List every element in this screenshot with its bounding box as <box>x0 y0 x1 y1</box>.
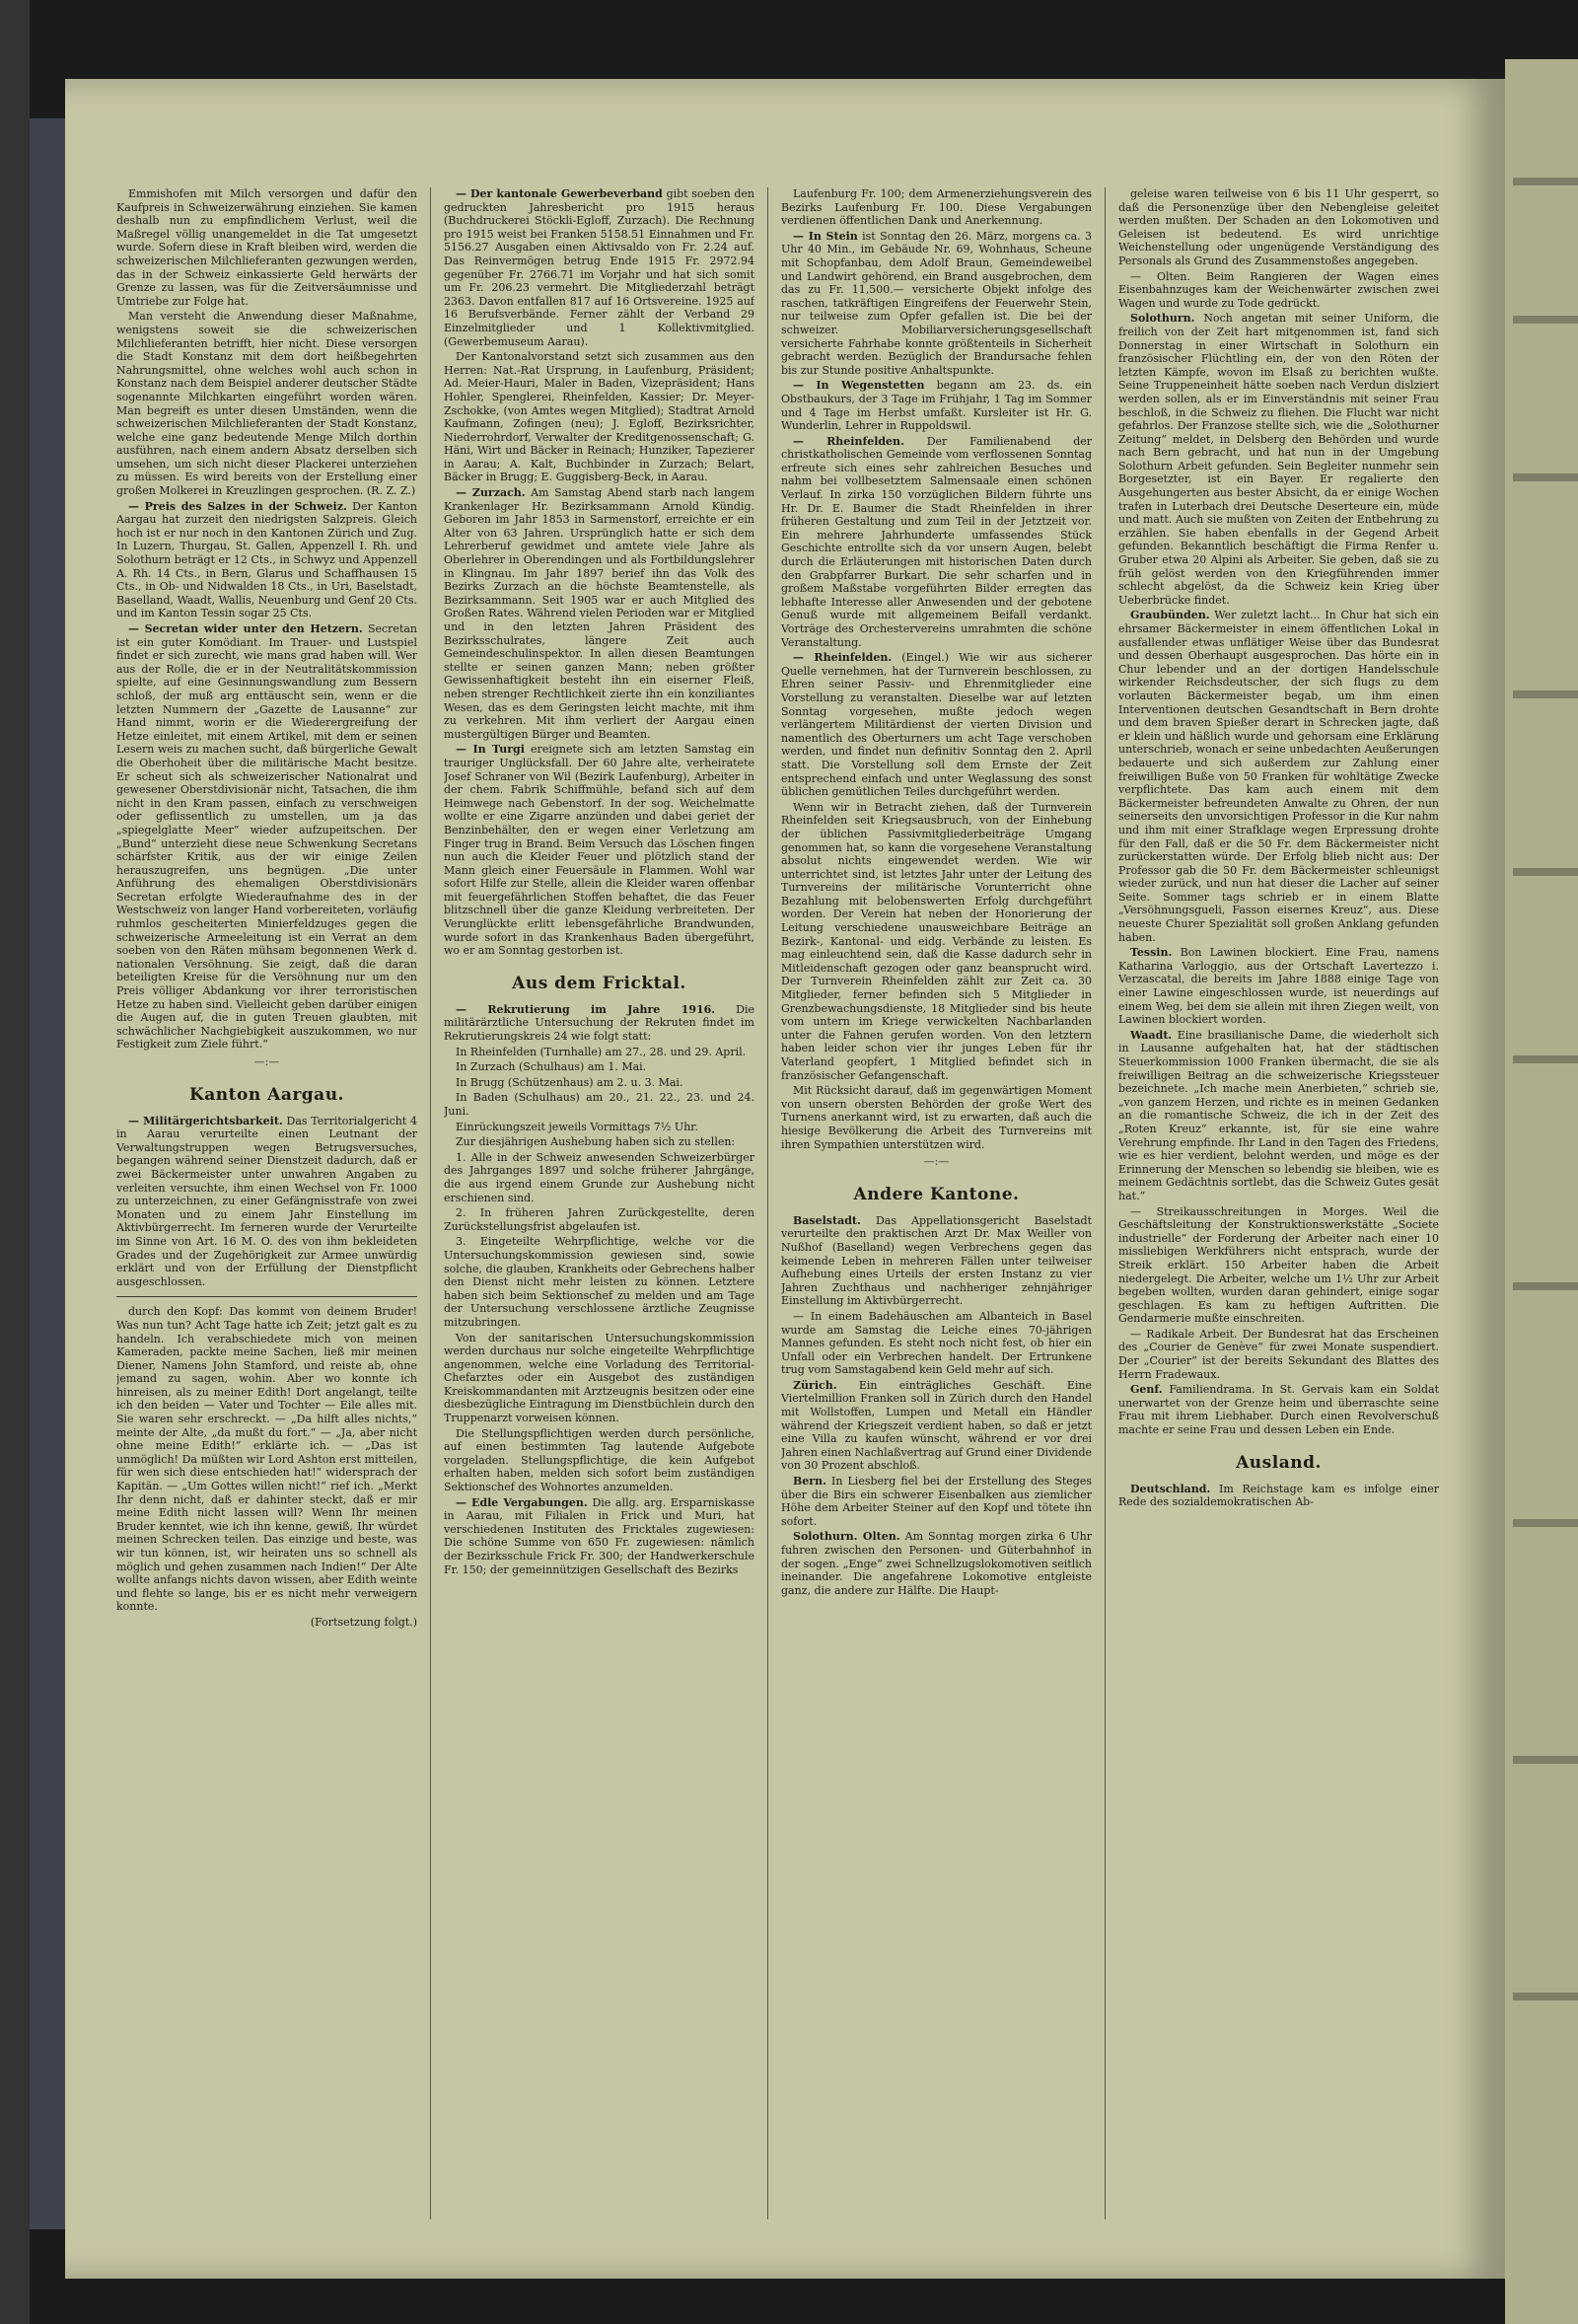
paragraph: Zur diesjährigen Aushebung haben sich zu stellen: <box>456 1135 736 1149</box>
section-title: — Militärgerichtsbarkeit. <box>128 1114 283 1127</box>
serial-story-paragraph: durch den Kopf: Das kommt von deinem Bruder! Was nun tun? Acht Tage hatte ich Zeit; jetzt galt es zu handeln. Ich verabschiedete mich von meinen Kameraden, packte meine Sachen, ließ mir meinen Diener, Namens John Stamford, und reiste ab, ohne jemand zu sagen, wohin. Aber wo konnte ich hinreisen, als zu meiner Edith! Dort angelangt, teilte ich den beiden — Vater und Tochter — Eile alles mit. Sie waren sehr erschreckt. — „Da hilft alles nichts,“ meinte der Alte, „da mußt du fort.“ — „Ja, aber nicht ohne meine Edith!“ erklärte ich. — „Das ist unmöglich! Da müßten wir Lord Ashton erst mitteilen, für wen sich diese entschieden hat!“ widersprach der Kapitän. — „Um Gottes willen nicht!“ rief ich. „Merkt Ihr denn nicht, daß er dahinter steckt, daß er mir meine Edith nicht lassen will? Wenn Ihr meinen Bruder kenntet, wie ich ihn kenne, gewiß, Ihr würdet meinen Schrecken teilen. Das einzige und beste, was wir tun können, ist, wir heiraten uns so schnell als möglich und gehen zusammen nach Indien!“ Der Alte wollte anfangs nichts davon wissen, aber Edith weinte und flehte so lange, bis er es nicht mehr verweigern konnte. <box>116 1305 417 1614</box>
paragraph <box>781 1530 1092 1597</box>
paragraph <box>444 743 754 958</box>
section-title: Bern. <box>793 1475 826 1489</box>
section-heading: Andere Kantone. <box>853 1184 1020 1204</box>
paragraph: 1. Alle in der Schweiz anwesenden Schweizerbürger des Jahrganges 1897 und solche früherer Jahrgänge, die aus irgend einem Grunde zur Aushebung nicht erschienen sind. <box>444 1150 754 1204</box>
section-title: Waadt. <box>1130 1028 1173 1042</box>
section-body: In Liesberg fiel bei der Erstellung des Steges über die Birs ein schwerer Eisenbalken aus ziemlicher Höhe dem Arbeiter Steiner auf den Kopf und tötete ihn sofort. <box>781 1475 1092 1528</box>
column-2 <box>444 187 754 2210</box>
section-title: Baselstadt. <box>793 1213 861 1227</box>
book-binding <box>30 118 65 2229</box>
section-body: Wer zuletzt lacht... In Chur hat sich ein ehrsamer Bäckermeister in einem öffentlichen Lokal in ausfallender etwas unflätiger Weise über das Bundesrat und dessen Oberhaupt ausgesprochen. Das hörte ein in Chur lebender und an der dortigen Handelsschule wirkender Reichsdeutscher, der sich flugs zu dem vorlauten Bäckermeister begab, um ihm einen Interventionen deutschen Gesandtschaft in Bern drohte und dem braven Spießer derart in Schrecken jagte, daß er klein und häßlich wurde und gehorsam eine Erklärung unterschrieb, wonach er seine unbedachten Aeußerungen bedauerte und sich außerdem zur Zahlung einer freiwilligen Buße von 50 Franken für wohltätige Zwecke verpflichtete. Das kam auch einem mit dem Bäckermeister befreundeten Anwalte zu Ohren, der nun seinerseits den unvorsichtigen Professor in die Kur nahm und ihm mit einer Strafklage wegen Erpressung drohte für den Fall, daß er die 50 Fr. dem Bäckermeister nicht zurückerstatten würde. Der Erfolg blieb nicht aus: Der Professor gab die 50 Fr. dem Bäckermeister schleunigst wieder zurück, und nun hat dieser die Lacher auf seiner Seite. Sommer tags schrieb er in einem Blatte „Versöhnungsgueli, Fasson eisernes Kreuz“, aus. Diese neueste Churer Spezialität soll großen Anklang gefunden haben. <box>1118 609 1439 944</box>
section-title: Solothurn. Olten. <box>793 1530 900 1544</box>
paragraph <box>781 1379 1092 1473</box>
continuation-note: (Fortsetzung folgt.) <box>310 1615 417 1629</box>
section-body: Im Reichstage kam es infolge einer Rede des sozialdemokratischen Ab- <box>1118 1482 1439 1509</box>
list-item: In Brugg (Schützenhaus) am 2. u. 3. Mai. <box>456 1075 683 1089</box>
section-title: Graubünden. <box>1130 609 1210 622</box>
section-body: (Eingel.) Wie wir aus sicherer Quelle vernehmen, hat der Turnverein beschlossen, zu Ehren seiner Passiv- und Ehrenmitglieder eine Vorstellung zu veranstalten. Dieselbe war auf letzten Sonntag vorgesehen, mußte jedoch wegen verlängertem Militärdienst der vierten Division und namentlich des Oberturners um acht Tage verschoben werden, und findet nun definitiv Sonntag den 2. April statt. Die Vorstellung soll dem Ernste der Zeit entsprechend einfach und unter Weglassung des sonst üblichen gemütlichen Teiles durchgeführt werden. <box>781 651 1092 799</box>
section-title: — Rheinfelden. <box>793 651 893 665</box>
list-item: In Zurzach (Schulhaus) am 1. Mai. <box>456 1060 647 1074</box>
paragraph <box>781 1475 1092 1528</box>
paragraph: Der Kantonalvorstand setzt sich zusammen aus den Herren: Nat.-Rat Ursprung, in Laufenburg, Präsident; Ad. Meier-Hauri, Maler in Baden, Vizepräsident; Hans Hohler, Spenglerei, Rheinfelden, Kassier; Dr. Meyer-Zschokke, (von Amtes wegen Mitglied); Stadtrat Arnold Kaufmann, Zofingen (neu); J. Egloff, Bezirksrichter, Niederrohrdorf, Verwalter der Kreditgenossenschaft; G. Häni, Wirt und Bäcker in Reinach; Hunziker, Tapezierer in Aarau; A. Kalt, Buchbinder in Zurzach; Belart, Bäcker in Brugg; E. Guggisberg-Beck, in Aarau. <box>444 350 754 484</box>
section-body: ist Sonntag den 26. März, morgens ca. 3 Uhr 40 Min., im Gebäude Nr. 69, Wohnhaus, Scheune mit Schopfanbau, dem Adolf Braun, Gemeindeweibel und Landwirt gehörend, ein Brand ausgebrochen, dem das zu Fr. 11,500.— versicherte Objekt infolge des raschen, tatkräftigen Eingreifens der Feuerwehr Stein, nur teilweise zum Opfer gefallen ist. Die bei der schweizer. Mobiliarversicherungsgesellschaft versicherte Fahrhabe konnte größtenteils in Sicherheit gebracht werden. Bezüglich der Brandursache fehlen bis zur Stunde positive Anhaltspunkte. <box>781 229 1092 377</box>
adjacent-page-edge <box>1505 59 1578 2324</box>
section-title: Zürich. <box>793 1378 837 1392</box>
section-body: Der Familienabend der christkatholischen Gemeinde vom verflossenen Sonntag erfreute sich eines sehr zahlreichen Besuches und nahm bei vollbesetztem Salmensaale einen schönen Verlauf. In zirka 150 vorzüglichen Bildern führte uns Hr. Dr. E. Baumer die Stadt Rheinfelden in ihrer früheren Gestaltung und zum Teil in der Jetztzeit vor. Ein mehrere Jahrhunderte umfassendes Stück Geschichte entrollte sich da vor unsern Augen, belebt durch die Erläuterungen mit historischen Daten durch den Grabpfarrer Burkart. Die sehr scharfen und in großem Maßstabe vorgeführten Bilder erregten das lebhafte Interesse aller Anwesenden und der gebotene Genuß wurde mit allgemeinem Beifall verdankt. Vorträge des Orchestervereins umrahmten die schöne Veranstaltung. <box>781 434 1092 649</box>
section-body: Noch angetan mit seiner Uniform, die freilich von der Zeit hart mitgenommen ist, fand sich Donnerstag in einer Wirtschaft in Solothurn ein französischer Flüchtling ein, der von den Röten der letzten Kämpfe, wovon im Elsaß zu berichten wußte. Seine Truppeneinheit hätte soeben nach Verdun dislziert werden sollen, als er im Einverständnis mit seiner Frau beschloß, in die Schweiz zu fliehen. Die Flucht war nicht gefahrlos. Der Franzose stellte sich, wie die „Solothurner Zeitung“ meldet, in Delsberg den Behörden und wurde nach Bern gebracht, und hat nun in der Umgebung Solothurn Arbeit gefunden. Sein Begleiter nunmehr sein Borgesetzter, ist ein Bayer. Er regalierte den Ausgehungerten aus bester Absicht, da er einige Wochen trafen in Luterbach drei Deutsche Deserteure ein, müde und matt. Auch sie mußten von Zeiten der Entbehrung zu erzählen. Sie haben ebenfalls in der Gegend Arbeit gefunden. Bekanntlich beschäftigt die Firma Renfer u. Gruber etwa 20 Alpini als Arbeiter. Sie geben, daß sie zu früh gelöst werden von den Kriegführenden immer schlecht abgelöst, da die Schweiz kein Krieg über Ueberbrücke findet. <box>1118 312 1439 607</box>
section-body: gibt soeben den gedruckten Jahresbericht pro 1915 heraus (Buchdruckerei Stöckli-Egloff, Zurzach). Die Rechnung pro 1915 weist bei Franken 5158.51 Einnahmen und Fr. 5156.27 Ausgaben einen Aktivsaldo von Fr. 2.24 auf. Das Reinvermögen betrug Ende 1915 Fr. 2972.94 gegenüber Fr. 2766.71 im Vorjahr und hat sich somit um Fr. 206.23 vermehrt. Die Mitgliederzahl beträgt 2363. Davon entfallen 817 auf 16 Ortsvereine. 1925 auf 16 Berufsverbände. Ferner zählt der Verband 29 Einzelmitglieder und 1 Kollektivmitglied. (Gewerbemuseum Aarau). <box>444 187 754 348</box>
paragraph: Man versteht die Anwendung dieser Maßnahme, wenigstens soweit sie die schweizerischen Milchlieferanten betrifft, hier nicht. Diese versorgen die Stadt Konstanz mit dem dort heißbegehrten Nahrungsmittel, ohne welches wohl auch schon in Konstanz nach dem Beispiel anderer deutscher Städte sogenannte Milchkarten eingeführt worden wären. Man begreift es unter diesen Umständen, wenn die schweizerischen Milchlieferanten der Stadt Konstanz, welche eine ganz bedeutende Menge Milch dorthin ausführen, nach einem andern Absatz derselben sich umsehen, um sich nicht dieser Plackerei unterziehen zu müssen. Es wird bereits von der Erstellung einer großen Molkerei in Kreuzlingen gesprochen. (R. Z. Z.) <box>116 310 417 498</box>
section-body: Am Sonntag morgen zirka 6 Uhr fuhren zwischen den Personen- und Güterbahnhof in der sogen. „Enge“ zwei Schnellzugslokomotiven seitlich ineinander. Die angefahrene Lokomotive entgleiste ganz, die andere zur Hälfte. Die Haupt- <box>781 1530 1092 1597</box>
paragraph <box>781 1214 1092 1308</box>
section-body: Familiendrama. In St. Gervais kam ein Soldat unerwartet von der Grenze heim und überraschte seine Frau mit ihrem Liebhaber. Durch einen Revolverschuß machte er seine Frau und dessen Leben ein Ende. <box>1118 1383 1439 1437</box>
separator: —:— <box>923 1155 950 1169</box>
section-body: Die militärärztliche Untersuchung der Rekruten findet im Rekrutierungskreis 24 wie folgt statt: <box>444 1002 754 1044</box>
paragraph: — Olten. Beim Rangieren der Wagen eines Eisenbahnzuges kam der Weichenwärter zwischen zwei Wagen und wurde zu Tode gedrückt. <box>1118 269 1439 310</box>
text-fragment <box>1513 1055 1578 1063</box>
separator: —:— <box>253 1055 280 1068</box>
paragraph <box>1118 609 1439 944</box>
list-item: Einrückungszeit jeweils Vormittags 7½ Uhr. <box>456 1120 698 1133</box>
text-fragment <box>1513 473 1578 481</box>
text-fragment <box>1513 690 1578 698</box>
section-title: — Secretan wider unter den Hetzern. <box>128 622 363 635</box>
paragraph: Emmishofen mit Milch versorgen und dafür den Kaufpreis in Schweizerwährung einziehen. Sie kamen deshalb nun zu empfindlichem Verlust, weil die Maßregel völlig unangemeldet in die Tat umgesetzt wurde. Sofern diese in Kraft bleiben wird, werden die schweizerischen Milchlieferanten gezwungen werden, das in der Schweiz einkassierte Geld herwärts der Grenze zu lassen, was für die Zeitversäumnisse und Umtriebe zur Folge hat. <box>116 187 417 308</box>
section-body: Eine brasilianische Dame, die wiederholt sich in Lausanne aufgehalten hat, hat der städtischen Steuerkommission 1000 Franken übermacht, die sie als freiwilligen Beitrag an die schweizerische Kriegssteuer bezeichnete. „Ich mache mein Anerbieten,“ schrieb sie, „von ganzem Herzen, und richte es in meinen Gedanken an die romantische Schweiz, die ich in der Zeit des „Roten Kreuz“ erkannte, ist, für sie eine wahre Verehrung empfinde. Ihr Land in den Tagen des Friedens, wie es hier verdient, belohnt werden, und möge es der Erinnerung der Menschen so lebendig sie bleiben, wie es meinem Gedächtnis sortlebt, das die Schweiz Gutes gesät hat.“ <box>1118 1028 1439 1202</box>
section-heading: Kanton Aargau. <box>189 1084 344 1105</box>
paragraph: Die Stellungspflichtigen werden durch persönliche, auf einen bestimmten Tag lautende Aufgebote vorgeladen. Stellungspflichtige, die kein Aufgebot erhalten haben, melden sich sofort beim zuständigen Sektionschef des Wohnortes anzumelden. <box>444 1426 754 1494</box>
paragraph <box>781 230 1092 378</box>
text-fragment <box>1513 316 1578 324</box>
text-fragment <box>1513 1282 1578 1290</box>
paragraph: Laufenburg Fr. 100; dem Armenerziehungsverein des Bezirks Laufenburg Fr. 100. Diese Vergabungen verdienen öffentlichen Dank und Anerkennung. <box>781 187 1092 228</box>
section-body: Der Kanton Aargau hat zurzeit den niedrigsten Salzpreis. Gleich hoch ist er nur noch in den Kantonen Zürich und Zug. In Luzern, Thurgau, St. Gallen, Appenzell I. Rh. und Solothurn beträgt er 12 Cts., in Schwyz und Appenzell A. Rh. 14 Cts., in Bern, Glarus und Schaffhausen 15 Cts., in Ob- und Nidwalden 18 Cts., in Uri, Baselstadt, Baselland, Waadt, Wallis, Neuenburg und Genf 20 Cts. und im Kanton Tessin sogar 25 Cts. <box>116 499 417 620</box>
section-body: begann am 23. ds. ein Obstbaukurs, der 3 Tage im Frühjahr, 1 Tag im Sommer und 4 Tage im Herbst umfaßt. Kursleiter ist Hr. G. Wunderlin, Lehrer in Ruppoldswil. <box>781 379 1092 433</box>
paragraph: Mit Rücksicht darauf, daß im gegenwärtigen Moment von unsern obersten Behörden der große Wert des Turnens anerkannt wird, ist zu erwarten, daß auch die hiesige Bevölkerung die Arbeit des Turnvereins mit ihren Sympathien unterstützen wird. <box>781 1084 1092 1151</box>
section-body: Secretan ist ein guter Komödiant. Im Trauer- und Lustspiel findet er sich zurecht, wie mans grad haben will. Wer aus der Rolle, die er in der Neutralitätskommission spielte, auf eine Gesinnungswandlung zum Bessern schloß, der muß arg enttäuscht sein, wenn er die letzten Nummern der „Gazette de Lausanne“ zur Hand nimmt, worin er die Wiederergreifung der Hetze einleitet, mit einem Artikel, mit dem er seinen Lesern weis zu machen sucht, daß bürgerliche Gewalt die Oberhoheit über die militärische Macht besitze. Er scheut sich als schweizerischer Nationalrat und gewesener Oberstdivisionär nicht, Tatsachen, die ihm nicht in den Kram passen, einfach zu verschweigen oder geflissentlich zu umstellen, um ja das „spiegelglatte Meer“ wieder aufzupeitschen. Der „Bund“ unterzieht diese neue Schwenkung Secretans schärfster Kritik, aus der wir einige Zeilen herauszugreifen, uns begnügen. „Die unter Anführung des ehemaligen Oberstdivisionärs Secretan erfolgte Wiederaufnahme des in der Westschweiz von langer Hand vorbereiteten, vorläufig ruhmlos gescheiterten Minierfeldzuges gegen die schweizerische Armeeleitung ist ein Verrat an dem soeben von den Räten mühsam begonnenen Werk d. nationalen Versöhnung. Sie zeigt, daß die daran beteiligten Kreise für die Versöhnung nur um den Preis völliger Abdankung vor ihrer terroristischen Hetze zu haben sind. Vielleicht geben darüber einigen die Augen auf, die in guten Treuen glaubten, mit schwächlicher Nachgiebigkeit auszukommen, wo nur Festigkeit zum Ziele führt.“ <box>116 622 417 1052</box>
text-fragment <box>1513 178 1578 185</box>
paragraph <box>781 379 1092 432</box>
column-divider <box>1105 187 1106 2219</box>
section-title: Deutschland. <box>1130 1482 1211 1495</box>
section-title: — Rekrutierung im Jahre 1916. <box>456 1002 716 1016</box>
section-body: Am Samstag Abend starb nach langem Krankenlager Hr. Bezirksammann Arnold Kündig. Geboren im Jahr 1853 in Sarmenstorf, erreichte er ein Alter von 63 Jahren. Ursprünglich hatte er sich dem Lehrerberuf gewidmet und amtete viele Jahre als Oberlehrer in Oberendingen und als Fortbildungslehrer in Klingnau. Im Jahr 1897 berief ihn das Volk des Bezirks Zurzach an die höchste Beamtenstelle, als Bezirksammann. Seit 1905 war er auch Mitglied des Großen Rates. Während vielen Perioden war er Mitglied und in den letzten Jahren Präsident des Bezirksschulrates, längere Zeit auch Gemeindeschulinspektor. In allen diesen Beamtungen stellte er seinen ganzen Mann; neben größter Gewissenhaftigkeit besteht ihn ein eiserner Fleiß, neben strenger Rechtlichkeit zierte ihn ein konziliantes Wesen, das es dem Geringsten leicht machte, mit ihm zu verkehren. Mit ihm verliert der Aargau einen mustergültigen Bürger und Beamten. <box>444 486 754 741</box>
list-item: In Baden (Schulhaus) am 20., 21. 22., 23. und 24. Juni. <box>444 1091 754 1118</box>
section-title: — Der kantonale Gewerbeverband <box>456 187 663 200</box>
paragraph: — Radikale Arbeit. Der Bundesrat hat das Erscheinen des „Courier de Genève“ für zwei Monate suspendiert. Der „Courier“ ist der bereits Sekundant des Blattes des Herrn Fradewaux. <box>1118 1327 1439 1381</box>
text-fragment <box>1513 1756 1578 1764</box>
paragraph <box>444 486 754 741</box>
paragraph <box>444 187 754 348</box>
section-title: — Zurzach. <box>456 486 526 500</box>
section-body: Das Territorialgericht 4 in Aarau verurteilte einen Leutnant der Verwaltungstruppen wegen Betrugsversuches, begangen während seiner Dienstzeit dadurch, daß er zwei Bäckermeister unter unwahren Angaben zu verleiten versuchte, ihm einen Wechsel von Fr. 1000 zu unterzeichnen, zu einer Gefängnisstrafe von zwei Monaten und zu einem Jahr Einstellung im Aktivbürgerrecht. Im ferneren wurde der Verurteilte im Sinne von Art. 16 M. O. des von ihm bekleideten Grades und der Zugehörigkeit zur Armee unwürdig erklärt und von der Erfüllung der Dienstpflicht ausgeschlossen. <box>116 1114 417 1288</box>
section-heading: Ausland. <box>1236 1452 1322 1473</box>
section-heading: Aus dem Fricktal. <box>512 973 686 993</box>
list-item: In Rheinfelden (Turnhalle) am 27., 28. und 29. April. <box>456 1045 747 1058</box>
paragraph <box>116 622 417 1052</box>
section-title: Genf. <box>1130 1383 1163 1397</box>
paragraph <box>116 1115 417 1289</box>
paragraph: — In einem Badehäuschen am Albanteich in Basel wurde am Samstag die Leiche eines 70-jährigen Mannes gefunden. Es steht noch nicht fest, ob hier ein Unfall oder ein Verbrechen handelt. Der Ertrunkene trug vom Samstagabend kein Geld mehr auf sich. <box>781 1309 1092 1377</box>
text-fragment <box>1513 1519 1578 1527</box>
column-divider <box>430 187 431 2219</box>
column-4 <box>1118 187 1439 2210</box>
text-fragment <box>1513 1993 1578 2000</box>
section-title: — Edle Vergabungen. <box>456 1495 588 1509</box>
dark-background <box>0 0 30 2324</box>
section-body: Das Appellationsgericht Baselstadt verurteilte den praktischen Arzt Dr. Max Weiller von Nußhof (Baselland) wegen Verbrechens gegen das keimende Leben in mehreren Fällen unter teilweiser Aufhebung eines Urteils der ersten Instanz zu vier Jahren Zuchthaus und nachheriger zehnjähriger Einstellung im Aktivbürgerrecht. <box>781 1213 1092 1308</box>
section-body: Bon Lawinen blockiert. Eine Frau, namens Katharina Varloggio, aus der Ortschaft Lavertezzo i. Verzascatal, die bereits im Jahre 1888 einige Tage von einer Lawine eingeschlossen wurde, ist neuerdings auf einem Weg, bei dem sie allein mit ihren Ziegen weilt, von Lawinen blockiert worden. <box>1118 946 1439 1027</box>
paragraph <box>116 500 417 620</box>
paragraph: — Streikausschreitungen in Morges. Weil die Geschäftsleitung der Konstruktionswerkstätte „Societe industrielle“ der Forderung der Arbeiter nach einer 10 missliebigen Werkführers nicht entsprach, wurde der Streik erklärt. 150 Arbeiter haben die Arbeit niedergelegt. Die Arbeiter, welche um 1½ Uhr zur Arbeit begeben wollten, wurden daran gehindert, einige sogar geschlagen. Es kam zu heftigen Auftritten. Die Gendarmerie mußte einschreiten. <box>1118 1204 1439 1326</box>
paragraph <box>444 1003 754 1044</box>
paragraph <box>781 435 1092 650</box>
paragraph <box>781 651 1092 799</box>
column-divider <box>767 187 768 2219</box>
column-1 <box>116 187 417 2210</box>
column-3 <box>781 187 1092 2210</box>
section-title: Tessin. <box>1130 946 1173 960</box>
section-title: Solothurn. <box>1130 312 1195 326</box>
section-title: — In Turgi <box>456 743 525 757</box>
newspaper-page <box>65 79 1505 2279</box>
paragraph <box>1118 1483 1439 1509</box>
paragraph: 3. Eingeteilte Wehrpflichtige, welche vor die Untersuchungskommission gewiesen sind, sowie solche, die glauben, Krankheits oder Gebrechens halber den Dienst nicht mehr leisten zu können. Letztere haben sich beim Sektionschef zu melden und am Tage der Untersuchung verschlossene ärztliche Zeugnisse mitzubringen. <box>444 1235 754 1329</box>
paragraph <box>444 1496 754 1577</box>
paragraph: 2. In früheren Jahren Zurückgestellte, deren Zurückstellungsfrist abgelaufen ist. <box>444 1206 754 1233</box>
horizontal-rule <box>116 1296 417 1297</box>
section-title: — In Wegenstetten <box>793 379 925 393</box>
paragraph <box>1118 1383 1439 1436</box>
section-title: — Preis des Salzes in der Schweiz. <box>128 499 347 513</box>
paragraph <box>1118 312 1439 607</box>
paragraph: Wenn wir in Betracht ziehen, daß der Turnverein Rheinfelden seit Kriegsausbruch, von der Einhebung der üblichen Passivmitgliederbeiträge Umgang genommen hat, so kann die vorgesehene Veranstaltung absolut nichts eingewendet werden. Wie wir unterrichtet sind, ist letztes Jahr unter der Leitung des Turnvereins der militärische Vorunterricht ohne Bezahlung mit belobenswerten Erfolg durchgeführt worden. Der Verein hat neben der Honorierung der Leitung verschiedene unausweichbare Beiträge an Bezirk-, Kantonal- und eidg. Verbände zu leisten. Es mag einleuchtend sein, daß die Kasse dadurch sehr in Mitleidenschaft gezogen oder ganz beansprucht wird. Der Turnverein Rheinfelden zählt zur Zeit ca. 30 Mitglieder, ferner befinden sich 5 Mitglieder in Grenzbewachungsdienste, 18 Mitglieder sind bis heute vom untern im Kriege verwickelten Nachbarlanden unter die Fahnen gerufen worden. Von den letztern haben leider schon vier ihr junges Leben für ihr Vaterland geopfert, 1 Mitglied befindet sich in französischer Gefangenschaft. <box>781 800 1092 1082</box>
paragraph: Von der sanitarischen Untersuchungskommission werden durchaus nur solche eingeteilte Wehrpflichtige angenommen, welche eine Vorladung des Territorial-Chefarztes oder ein Ausgebot des zuständigen Kreiskommandanten mit Arztzeugnis besitzen oder eine diesbezügliche Eintragung im Dienstbüchlein durch den Truppenarzt vorweisen können. <box>444 1331 754 1425</box>
paragraph <box>1118 1029 1439 1203</box>
section-body: ereignete sich am letzten Samstag ein trauriger Unglücksfall. Der 60 Jahre alte, verheiratete Josef Schraner von Wil (Bezirk Laufenburg), Arbeiter in der chem. Fabrik Schiffmühle, befand sich auf dem Heimwege nach Gebenstorf. In der sog. Weichelmatte wollte er eine Zigarre anzünden und dabei geriet der Benzinbehälter, den er wegen einer Verletzung am Finger trug in Brand. Beim Versuch das Löschen fingen nun auch die Kleider Feuer und plötzlich stand der Mann gleich einer Feuersäule in Flammen. Wohl war sofort Hilfe zur Stelle, allein die Kleider waren offenbar mit feuergefährlichen Stoffen behaftet, die das Feuer blitzschnell über die ganze Kleidung verbreiteten. Der Verunglückte erlitt lebensgefährliche Brandwunden, wurde sofort in das Krankenhaus Baden übergeführt, wo er am Sonntag gestorben ist. <box>444 743 754 958</box>
section-body: Ein einträgliches Geschäft. Eine Viertelmillion Franken soll in Zürich durch den Handel mit Wollstoffen, Lumpen und Metall ein Händler während der Kriegszeit verdient haben, so daß er jetzt eine Villa zu kaufen wünscht, während er vor drei Jahren einen Nachlaßvertrag auf Grund einer Dividende von 30 Prozent abschloß. <box>781 1378 1092 1473</box>
section-title: — In Stein <box>793 229 858 243</box>
text-fragment <box>1513 868 1578 876</box>
section-title: — Rheinfelden. <box>793 434 904 448</box>
section-body: Die allg. arg. Ersparniskasse in Aarau, mit Filialen in Frick und Muri, hat verschiedenen Instituten des Fricktales zugewiesen: Die schöne Summe von 650 Fr. zugewiesen: nämlich der Bezirksschule Frick Fr. 300; der Handwerkerschule Fr. 150; der gemeinnützigen Gesellschaft des Bezirks <box>444 1495 754 1576</box>
paragraph: geleise waren teilweise von 6 bis 11 Uhr gesperrt, so daß die Personenzüge über den Nebengleise geleitet werden mußten. Der Schaden an den Lokomotiven und Geleisen ist bedeutend. Es wird unrichtige Weichenstellung oder ungenügende Verständigung des Personals als Grund des Zusammenstoßes angegeben. <box>1118 187 1439 267</box>
paragraph <box>1118 946 1439 1027</box>
